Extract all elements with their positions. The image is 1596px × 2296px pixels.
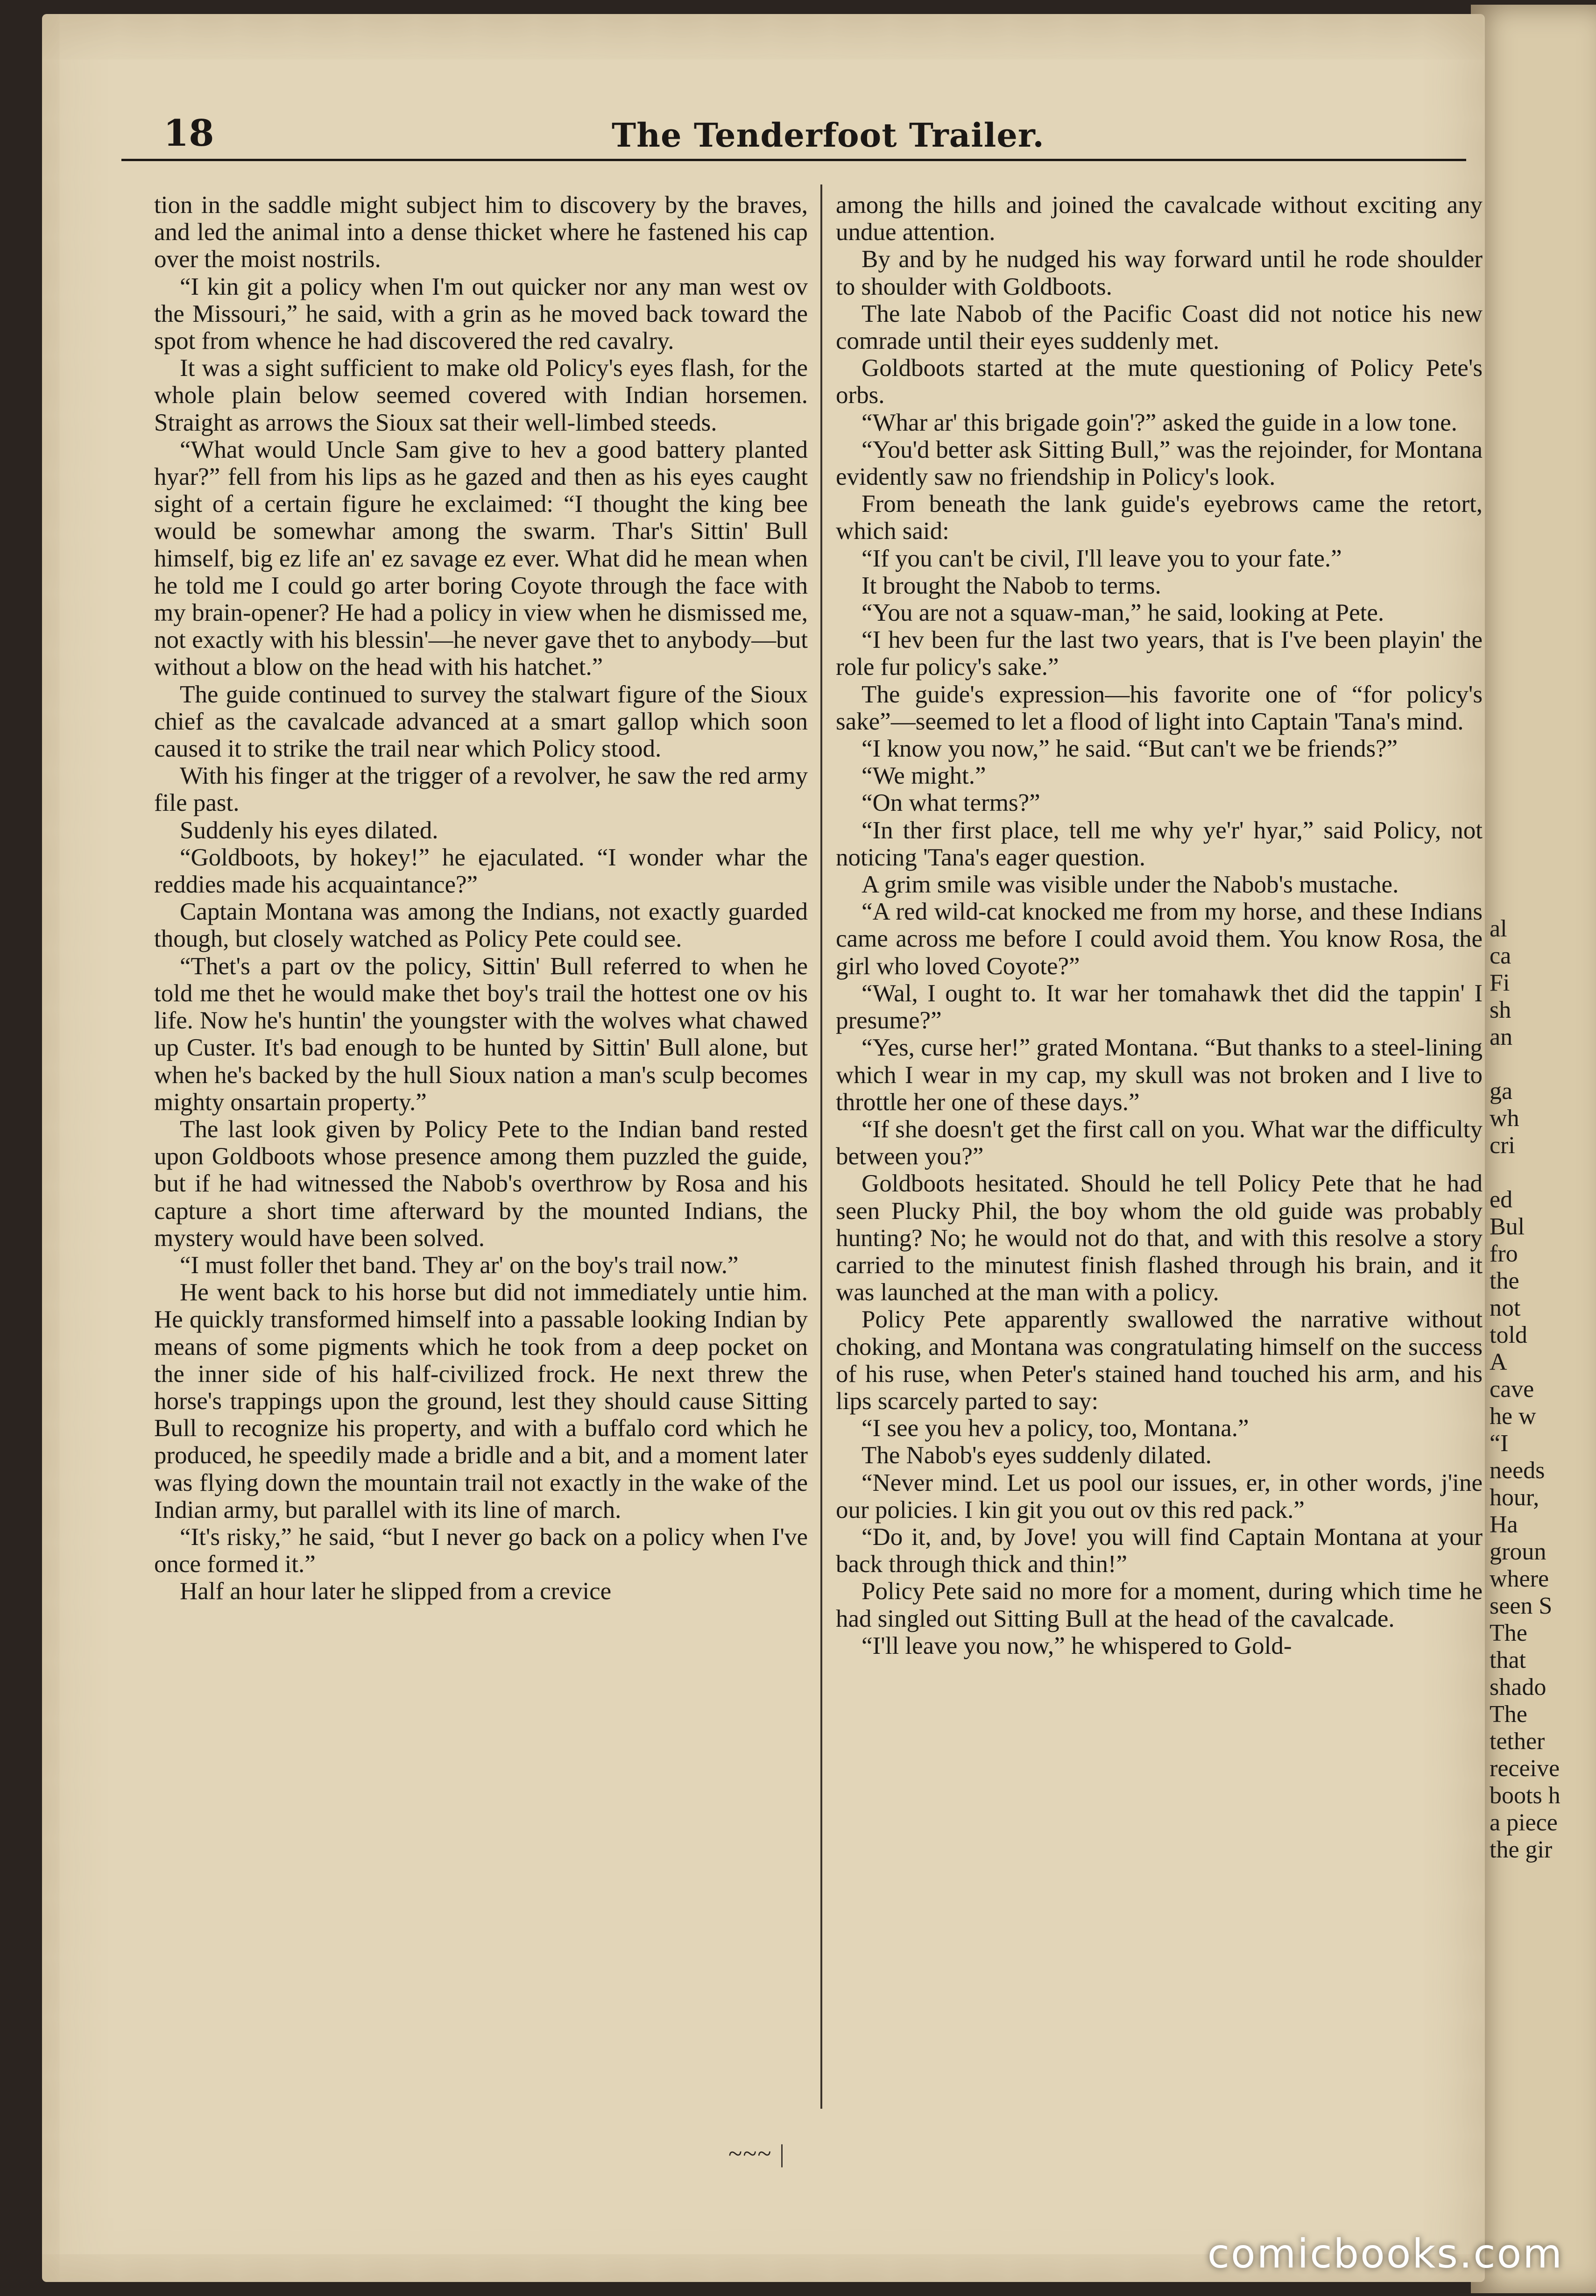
watermark: comicbooks.com	[1207, 2231, 1563, 2277]
paragraph: “In ther first place, tell me why ye'r' hyar,” said Policy, not noticing 'Tana's eager question.	[836, 816, 1483, 871]
paragraph: “It's risky,” he said, “but I never go back on a policy when I've once formed it.”	[154, 1523, 808, 1578]
paragraph: The guide's expression—his favorite one of “for policy's sake”—seemed to let a flood of light into Captain 'Tana's mind.	[836, 680, 1483, 735]
paragraph: It was a sight sufficient to make old Policy's eyes flash, for the whole plain below seemed covered with Indian horsemen. Straight as arrows the Sioux sat their well-limbed steeds.	[154, 354, 808, 436]
paragraph: With his finger at the trigger of a revolver, he saw the red army file past.	[154, 762, 808, 817]
paragraph: Goldboots started at the mute questioning of Policy Pete's orbs.	[836, 354, 1483, 409]
paragraph: The late Nabob of the Pacific Coast did not notice his new comrade until their eyes suddenly met.	[836, 300, 1483, 355]
paragraph: “Wal, I ought to. It war her tomahawk thet did the tappin' I presume?”	[836, 979, 1483, 1035]
paragraph: tion in the saddle might subject him to discovery by the braves, and led the animal into a dense thicket where he fastened his cap over the moist nostrils.	[154, 191, 808, 273]
paragraph: A grim smile was visible under the Nabob's mustache.	[862, 871, 1399, 899]
right-column	[836, 191, 1483, 1659]
paragraph: It brought the Nabob to terms.	[862, 572, 1161, 599]
footer-ornament: ~~~ |	[728, 2140, 785, 2168]
paragraph: “We might.”	[862, 762, 986, 790]
paragraph: “I hev been fur the last two years, that is I've been playin' the role fur policy's sake.”	[836, 626, 1483, 681]
paragraph: “I'll leave you now,” he whispered to Gold-	[862, 1632, 1292, 1659]
paragraph: “Thet's a part ov the policy, Sittin' Bull referred to when he told me thet he would make thet boy's trail the hottest one ov his life. Now he's huntin' the youngster with the wolves what chawed up Custer. It's bad enough to be hunted by Sittin' Bull alone, but when he's backed by the hull Sioux nation a man's sculp becomes mighty onsartain property.”	[154, 952, 808, 1116]
column-rule	[820, 184, 822, 2109]
paragraph: “Goldboots, by hokey!” he ejaculated. “I wonder whar the reddies made his acquaintance?”	[154, 843, 808, 899]
paragraph: “I must foller thet band. They ar' on the boy's trail now.”	[180, 1251, 739, 1279]
page-header	[121, 107, 1466, 161]
paragraph: He went back to his horse but did not immediately untie him. He quickly transformed himself into a passable looking Indian by means of some pigments which he took from a deep pocket on the inner side of his half-civilized frock. He next threw the horse's trappings upon the ground, lest they should cause Sitting Bull to recognize his property, and with a buffalo cord which he produced, he speedily made a bridle and a bit, and a moment later was flying down the mountain trail not exactly in the wake of the Indian army, but parallel with its line of march.	[154, 1279, 808, 1524]
paragraph: Policy Pete said no more for a moment, during which time he had singled out Sitting Bull at the head of the cavalcade.	[836, 1578, 1483, 1632]
paragraph: “You'd better ask Sitting Bull,” was the rejoinder, for Montana evidently saw no friendship in Policy's look.	[836, 436, 1483, 491]
paragraph: “You are not a squaw-man,” he said, looking at Pete.	[862, 599, 1384, 627]
paragraph: “A red wild-cat knocked me from my horse, and these Indians came across me before I could avoid them. You know Rosa, the girl who loved Coyote?”	[836, 898, 1483, 980]
paragraph: “Do it, and, by Jove! you will find Captain Montana at your back through thick and thin!”	[836, 1523, 1483, 1578]
paragraph: “What would Uncle Sam give to hev a good battery planted hyar?” fell from his lips as he gazed and then as his eyes caught sight of a certain figure he exclaimed: “I thought the king bee would be somewhar among the swarm. Thar's Sittin' Bull himself, big ez life an' ez savage ez ever. What did he mean when he told me I could go arter boring Coyote through the face with my brain-opener? He had a policy in view when he dismissed me, not exactly with his blessin'—he never gave thet to anybody—but without a blow on the head with his hatchet.”	[154, 436, 808, 681]
paragraph: “I kin git a policy when I'm out quicker nor any man west ov the Missouri,” he said, with a grin as he moved back toward the spot from whence he had discovered the red cavalry.	[154, 273, 808, 355]
paragraph: “I see you hev a policy, too, Montana.”	[862, 1415, 1249, 1442]
paragraph: “I know you now,” he said. “But can't we be friends?”	[862, 735, 1398, 763]
facing-page-text: al ca Fi sh an ga wh cri ed Bul fro the not told A cave he w “I needs hour, Ha groun where seen S The that shado The tether receive boots h a piece the gir	[1490, 915, 1561, 1863]
paragraph: By and by he nudged his way forward until he rode shoulder to shoulder with Goldboots.	[836, 246, 1483, 300]
paragraph: Suddenly his eyes dilated.	[180, 816, 438, 844]
left-column	[154, 191, 808, 1605]
paragraph: “If you can't be civil, I'll leave you to your fate.”	[862, 545, 1342, 572]
paragraph: “Never mind. Let us pool our issues, er, in other words, j'ine our policies. I kin git you out ov this red pack.”	[836, 1469, 1483, 1524]
paragraph: “If she doesn't get the first call on you. What war the difficulty between you?”	[836, 1115, 1483, 1170]
running-title: The Tenderfoot Trailer.	[612, 116, 1045, 155]
paragraph: From beneath the lank guide's eyebrows came the retort, which said:	[836, 490, 1483, 545]
page-number: 18	[163, 112, 214, 155]
paragraph: The last look given by Policy Pete to the Indian band rested upon Goldboots whose presence among them puzzled the guide, but if he had witnessed the Nabob's overthrow by Rosa and his capture a short time afterward by the mounted Indians, the mystery would have been solved.	[154, 1115, 808, 1252]
paragraph: “Whar ar' this brigade goin'?” asked the guide in a low tone.	[862, 409, 1457, 436]
paragraph: among the hills and joined the cavalcade without exciting any undue attention.	[836, 191, 1483, 246]
paragraph: “Yes, curse her!” grated Montana. “But thanks to a steel-lining which I wear in my cap, my skull was not broken and I live to throttle her one of these days.”	[836, 1034, 1483, 1116]
paragraph: Policy Pete apparently swallowed the narrative without choking, and Montana was congratulating himself on the success of his ruse, when Peter's stained hand touched his arm, and his lips scarcely parted to say:	[836, 1306, 1483, 1415]
facing-page-edge	[1471, 5, 1596, 2293]
paragraph: The guide continued to survey the stalwart figure of the Sioux chief as the cavalcade advanced at a smart gallop which soon caused it to strike the trail near which Policy stood.	[154, 680, 808, 763]
paragraph: Half an hour later he slipped from a crevice	[180, 1578, 612, 1605]
paragraph: Goldboots hesitated. Should he tell Policy Pete that he had seen Plucky Phil, the boy whom the old guide was probably hunting? No; he would not do that, and with this resolve a story carried to the minutest finish flashed through his brain, and it was launched at the man with a policy.	[836, 1170, 1483, 1306]
paragraph: Captain Montana was among the Indians, not exactly guarded though, but closely watched as Policy Pete could see.	[154, 898, 808, 953]
paragraph: “On what terms?”	[862, 789, 1040, 817]
paragraph: The Nabob's eyes suddenly dilated.	[862, 1442, 1212, 1469]
